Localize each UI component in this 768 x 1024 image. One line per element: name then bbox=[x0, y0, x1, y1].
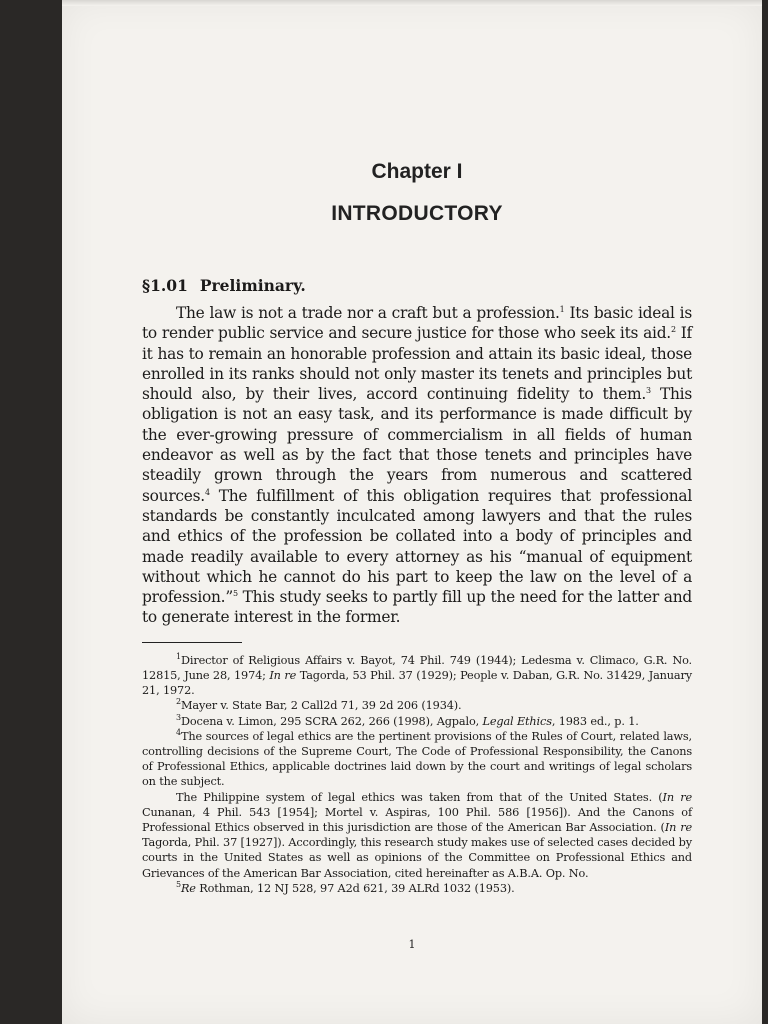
chapter-label: Chapter I bbox=[371, 160, 463, 183]
sentence: This obligation is not an easy task, and its performance is made difficult by the ever-growing pressure of commercialism in all fields of human endeavor as well as by the fact that those tenets and principles have steadily grown through the years from numerous and scattered sources. bbox=[142, 385, 693, 505]
footnote-marker: 1 bbox=[559, 304, 565, 314]
footnote-italic: In re bbox=[664, 820, 692, 834]
footnote-2 bbox=[142, 698, 692, 713]
chapter-title: INTRODUCTORY bbox=[331, 202, 503, 225]
footnote-text: The sources of legal ethics are the pertinent provisions of the Rules of Court, related laws, controlling decisions of the Supreme Court, The Code of Professional Responsibility, the Canons of Professional Ethics, applicable doctrines laid down by the court and writings of legal scholars on the subject. bbox=[142, 729, 692, 789]
footnote-marker: 3 bbox=[645, 386, 651, 396]
footnote-text: The Philippine system of legal ethics was taken from that of the United States. ( bbox=[176, 790, 663, 804]
footnotes bbox=[142, 653, 692, 896]
sentence: This study seeks to partly fill up the need for the latter and to generate interest in the former. bbox=[142, 588, 692, 627]
footnote-marker: 5 bbox=[232, 589, 238, 599]
sentence: The fulfillment of this obligation requires that professional standards be constantly inculcated among lawyers and that the rules and ethics of the profession be collated into a body of principles and made readily available to every attorney as his “manual of equipment without which he cannot do his part to keep the law on the level of a profession.” bbox=[142, 486, 692, 607]
footnote-divider bbox=[142, 642, 242, 643]
sentence: If it has to remain an honorable profession and attain its basic ideal, those enrolled in its ranks should not only master its tenets and principles but should also, by their lives, accord continuing fidelity to them. bbox=[142, 324, 692, 404]
section-heading bbox=[142, 276, 692, 295]
footnote-marker: 4 bbox=[204, 487, 210, 497]
section-number: §1.01 bbox=[142, 276, 188, 295]
sentence: Its basic ideal is to render public service and secure justice for those who seek its aid. bbox=[142, 304, 692, 343]
footnote-italic: In re bbox=[269, 668, 297, 682]
body-paragraph bbox=[142, 303, 692, 628]
footnote-text: Tagorda, 53 Phil. 37 (1929); People v. Daban, G.R. No. 31429, January 21, 1972. bbox=[142, 668, 692, 698]
footnote-number: 4 bbox=[176, 728, 181, 737]
footnote-number: 3 bbox=[176, 712, 181, 722]
footnote-text: , 1983 ed., p. 1. bbox=[551, 714, 639, 728]
footnote-text: Tagorda, Phil. 37 [1927]). Accordingly, this research study makes use of selected cases decided by courts in the United States as well as opinions of the Committee on Professional Ethics and Grievances of the American Bar Association, cited hereinafter as A.B.A. Op. No. bbox=[142, 836, 692, 880]
footnote-marker: 2 bbox=[670, 325, 676, 335]
footnote-3 bbox=[142, 714, 692, 729]
footnote-italic: Legal Ethics bbox=[482, 714, 552, 728]
footnote-text: Director of Religious Affairs v. Bayot, 74 Phil. 749 (1944); Ledesma v. Climaco, G.R. No. 12815, June 28, 1974; bbox=[142, 653, 692, 682]
section-title: Preliminary. bbox=[199, 276, 306, 295]
footnote-italic: Re bbox=[180, 881, 196, 895]
page-content bbox=[142, 160, 692, 896]
footnote-text: Cunanan, 4 Phil. 543 [1954]; Mortel v. Aspiras, 100 Phil. 586 [1956]). And the Canons of Professional Ethics observed in this jurisdiction are those of the American Bar Association. ( bbox=[142, 805, 692, 834]
book-page bbox=[62, 0, 762, 1024]
footnote-4-continued bbox=[142, 790, 692, 881]
page-number: 1 bbox=[408, 938, 416, 951]
footnote-text: Docena v. Limon, 295 SCRA 262, 266 (1998), Agpalo, bbox=[180, 714, 483, 728]
page-top-edge bbox=[62, 0, 762, 6]
footnote-4 bbox=[142, 729, 692, 790]
footnote-number: 2 bbox=[176, 697, 181, 707]
footnote-number: 5 bbox=[176, 880, 181, 890]
footnote-1 bbox=[142, 653, 692, 699]
footnote-text: Mayer v. State Bar, 2 Call2d 71, 39 2d 206 (1934). bbox=[180, 699, 462, 713]
footnote-italic: In re bbox=[662, 790, 692, 804]
footnote-5 bbox=[142, 881, 692, 896]
footnote-number: 1 bbox=[176, 651, 181, 661]
sentence: The law is not a trade nor a craft but a profession. bbox=[176, 304, 560, 322]
footnote-text: Rothman, 12 NJ 528, 97 A2d 621, 39 ALRd 1032 (1953). bbox=[195, 881, 515, 895]
